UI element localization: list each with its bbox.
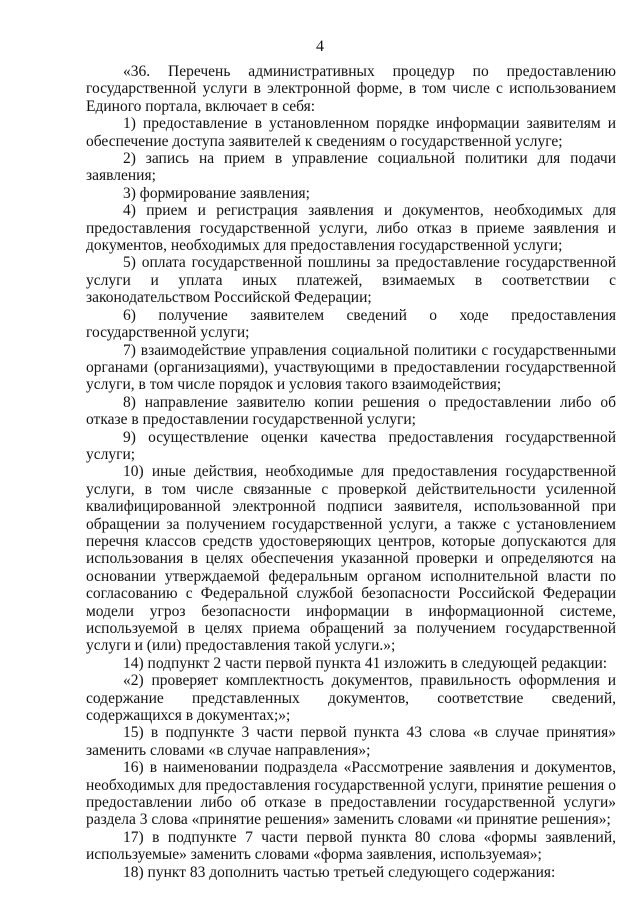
- amendment-18: 18) пункт 83 дополнить частью третьей следующего содержания:: [123, 863, 556, 881]
- amendment-15: 15) в подпункте 3 части первой пункта 43 слова «в случае принятия» заменить словами «в случае направления»;: [86, 724, 616, 759]
- list-item-7: 7) взаимодействие управления социальной политики с государственными органами (организациями), участвующими в предоставлении государственной услуги, в том числе порядок и условия такого взаимодействия;: [86, 341, 616, 394]
- amendment-14-text: «2) проверяет комплектность документов, правильность оформления и содержание представленных документов, соответствие сведений, содержащихся в документах;»;: [86, 672, 616, 725]
- list-item-9: 9) осуществление оценки качества предоставления государственной услуги;: [86, 428, 616, 463]
- amendment-17: 17) в подпункте 7 части первой пункта 80 слова «формы заявлений, используемые» заменить словами «форма заявления, используемая»;: [86, 828, 616, 864]
- list-item-4: 4) прием и регистрация заявления и документов, необходимых для предоставления государственной услуги, либо отказ в приеме заявления и документов, необходимых для предоставления государственной услуги;: [86, 202, 616, 255]
- document-body: [86, 63, 616, 881]
- list-item-6: 6) получение заявителем сведений о ходе предоставления государственной услуги;: [86, 306, 616, 342]
- list-item-10: 10) иные действия, необходимые для предоставления государственной услуги, в том числе связанные с проверкой действительности усиленной квалифицированной электронной подписи заявителя, использованной при обращении за получением государственной услуги, а также с установлением перечня классов средств удостоверяющих центров, которые допускаются для использования в целях обеспечения указанной проверки и определяются на основании утверждаемой федеральным органом исполнительной власти по согласованию с Федеральной службой безопасности Российской Федерации модели угроз безопасности информации в информационной системе, используемой в целях приема обращений за получением государственной услуги и (или) предоставления такой услуги.»;: [86, 463, 616, 655]
- paragraph-36-intro: «36. Перечень административных процедур по предоставлению государственной услуги в электронной форме, в том числе с использованием Единого портала, включает в себя:: [86, 63, 616, 115]
- list-item-5: 5) оплата государственной пошлины за предоставление государственной услуги и уплата иных платежей, взимаемых в соответствии с законодательством Российской Федерации;: [86, 254, 616, 307]
- list-item-1: 1) предоставление в установленном порядке информации заявителям и обеспечение доступа заявителей к сведениям о государственной услуге;: [86, 115, 616, 150]
- list-item-2: 2) запись на прием в управление социальной политики для подачи заявления;: [86, 150, 616, 185]
- page-number: 4: [316, 38, 324, 55]
- amendment-14: 14) подпункт 2 части первой пункта 41 изложить в следующей редакции:: [123, 654, 608, 672]
- list-item-3: 3) формирование заявления;: [123, 184, 310, 202]
- amendment-16: 16) в наименовании подраздела «Рассмотрение заявления и документов, необходимых для предоставления государственной услуги, принятие решения о предоставлении либо об отказе в предоставлении государственной услуги» раздела 3 слова «принятие решения» заменить словами «и принятие решения»;: [86, 759, 616, 829]
- list-item-8: 8) направление заявителю копии решения о предоставлении либо об отказе в предоставлении государственной услуги;: [86, 393, 616, 429]
